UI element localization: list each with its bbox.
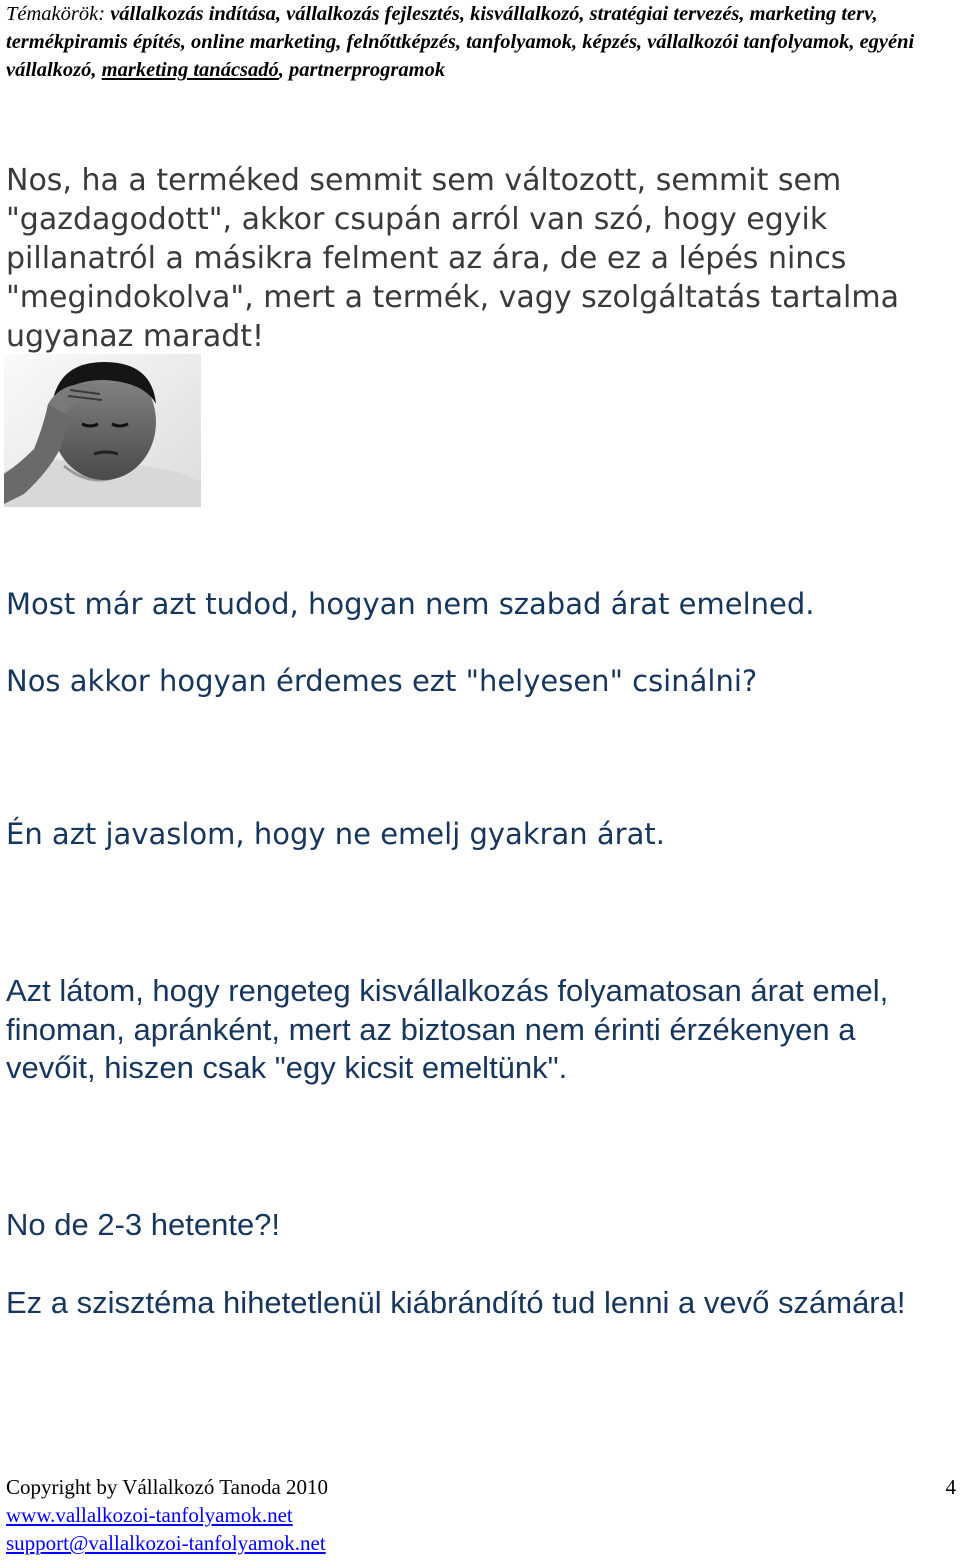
topics-list: vállalkozás indítása, vállalkozás fejlesztés, kisvállalkozó, stratégiai tervezés, marketing terv, termékpiramis építés, online marketing, felnőttképzés, tanfolyamok, képzés, vállalkozói tanfolyamok, egyéni vállalkozó, xyxy=(6,3,915,81)
topics-link-marketing-tanacsado[interactable]: marketing tanácsadó xyxy=(101,59,279,81)
topics-list-end: , partnerprogramok xyxy=(278,59,446,81)
copyright-text: Copyright by Vállalkozó Tanoda 2010 xyxy=(6,1475,329,1499)
topics-label: Témakörök: xyxy=(6,3,111,25)
paragraph-1: Most már azt tudod, hogyan nem szabad árat emelned. xyxy=(6,587,815,621)
tired-man-illustration xyxy=(4,354,201,507)
website-link[interactable]: www.vallalkozoi-tanfolyamok.net xyxy=(6,1503,293,1527)
page-number: 4 xyxy=(945,1475,956,1499)
paragraph-2: Nos akkor hogyan érdemes ezt "helyesen" csinálni? xyxy=(6,664,758,698)
page-footer xyxy=(6,1473,956,1557)
email-link[interactable]: support@vallalkozoi-tanfolyamok.net xyxy=(6,1531,326,1555)
paragraph-3: Én azt javaslom, hogy ne emelj gyakran árat. xyxy=(6,817,665,851)
paragraph-4: Azt látom, hogy rengeteg kisvállalkozás folyamatosan árat emel, finoman, apránként, mert az biztosan nem érinti érzékenyen a vevőit, hiszen csak "egy kicsit emeltünk". xyxy=(6,973,889,1085)
paragraph-6: Ez a szisztéma hihetetlenül kiábrándító tud lenni a vevő számára! xyxy=(6,1285,906,1320)
topics-header xyxy=(6,0,956,84)
paragraph-5: No de 2-3 hetente?! xyxy=(6,1207,281,1242)
tired-man-photo xyxy=(4,354,201,507)
intro-paragraph: Nos, ha a terméked semmit sem változott, semmit sem "gazdagodott", akkor csupán arról van szó, hogy egyik pillanatról a másikra felment az ára, de ez a lépés nincs "megindokolva", mert a termék, vagy szolgáltatás tartalma ugyanaz maradt! xyxy=(6,163,899,354)
